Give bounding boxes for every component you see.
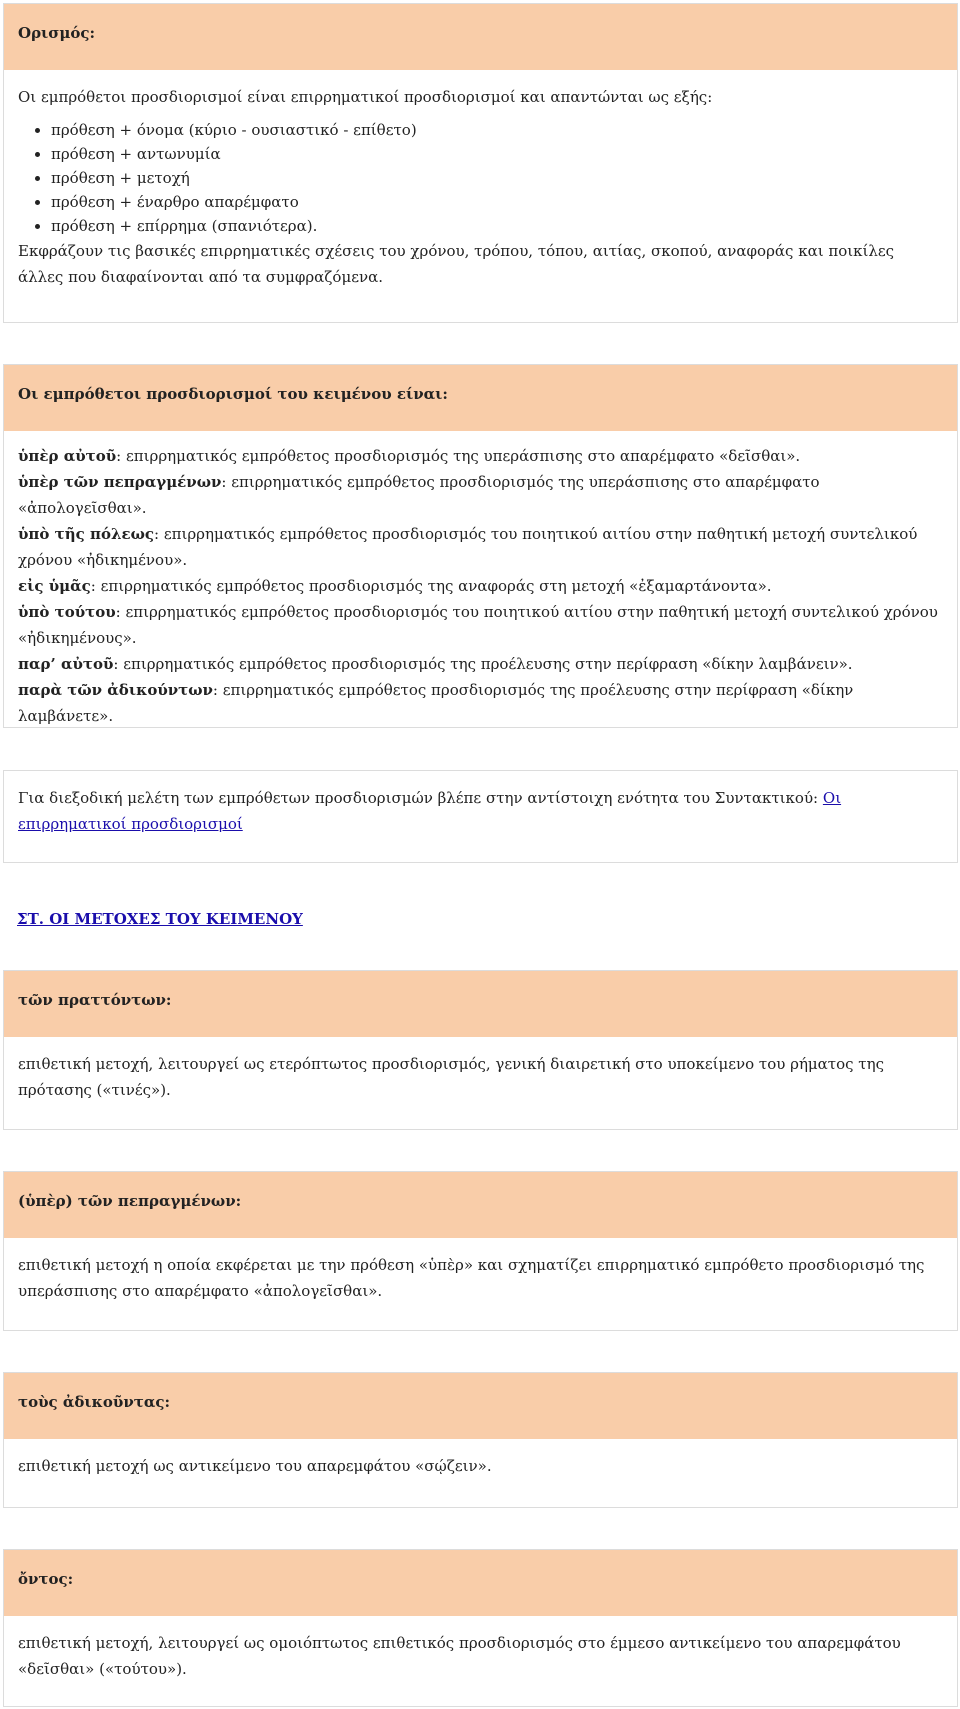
- participle-body: [4, 1616, 957, 1682]
- participle-title: (ὑπὲρ) τῶν πεπραγμένων:: [4, 1172, 957, 1238]
- text-phrases-title: Οι εμπρόθετοι προσδιορισμοί του κειμένου είναι:: [4, 365, 957, 431]
- phrase-entry: [18, 651, 943, 677]
- phrase-desc: : επιρρηματικός εμπρόθετος προσδιορισμός της προέλευσης στην περίφραση «δίκην λαμβάνετε».: [18, 681, 854, 725]
- list-item: • πρόθεση + επίρρημα (σπανιότερα).: [51, 214, 943, 238]
- study-note-card: [3, 770, 958, 863]
- participle-card: [3, 1372, 958, 1508]
- participle-card: [3, 1171, 958, 1331]
- study-note-body: [4, 771, 957, 837]
- participle-text: επιθετική μετοχή η οποία εκφέρεται με την πρόθεση «ὑπὲρ» και σχηματίζει επιρρηματικό εμπρόθετο προσδιορισμό της υπεράσπισης στο απαρέμφατο «ἀπολογεῖσθαι».: [18, 1256, 925, 1300]
- syntax-link[interactable]: Οι επιρρηματικοί προσδιορισμοί: [18, 789, 842, 833]
- study-note-text: Για διεξοδική μελέτη των εμπρόθετων προσδιορισμών βλέπε στην αντίστοιχη ενότητα του Συντακτικού:: [18, 789, 823, 807]
- phrase-term: ὑπὲρ αὐτοῦ: [18, 447, 117, 465]
- section-heading-link[interactable]: ΣΤ. ΟΙ ΜΕΤΟΧΕΣ ΤΟΥ ΚΕΙΜΕΝΟΥ: [17, 910, 303, 928]
- text-phrases-body: [4, 431, 957, 729]
- phrase-desc: : επιρρηματικός εμπρόθετος προσδιορισμός του ποιητικού αιτίου στην παθητική μετοχή συντελικού χρόνου «ἠδικημένου».: [18, 525, 918, 569]
- participle-body: [4, 1037, 957, 1103]
- participle-title: ὄντος:: [4, 1550, 957, 1616]
- participle-text: επιθετική μετοχή, λειτουργεί ως ομοιόπτωτος επιθετικός προσδιορισμός στο έμμεσο αντικείμενο του απαρεμφάτου «δεῖσθαι» («τούτου»).: [18, 1634, 901, 1678]
- phrase-term: ὑπὸ τῆς πόλεως: [18, 525, 155, 543]
- participle-body: [4, 1439, 957, 1479]
- study-note: [18, 785, 943, 837]
- phrase-entry: [18, 443, 943, 469]
- phrase-desc: : επιρρηματικός εμπρόθετος προσδιορισμός της υπεράσπισης στο απαρέμφατο «δεῖσθαι».: [116, 447, 801, 465]
- participle-title: τοὺς ἀδικοῦντας:: [4, 1373, 957, 1439]
- participle-text: επιθετική μετοχή, λειτουργεί ως ετερόπτωτος προσδιορισμός, γενική διαιρετική στο υποκείμενο του ρήματος της πρότασης («τινές»).: [18, 1055, 884, 1099]
- participle-title: τῶν πραττόντων:: [4, 971, 957, 1037]
- text-phrases-card: [3, 364, 958, 728]
- participle-card: [3, 1549, 958, 1707]
- list-item: • πρόθεση + αντωνυμία: [51, 142, 943, 166]
- phrase-entry: [18, 573, 943, 599]
- definition-title: Ορισμός:: [4, 4, 957, 70]
- phrase-term: παρ’ αὐτοῦ: [18, 655, 114, 673]
- list-item: • πρόθεση + μετοχή: [51, 166, 943, 190]
- list-item: • πρόθεση + έναρθρο απαρέμφατο: [51, 190, 943, 214]
- participle-body: [4, 1238, 957, 1304]
- phrase-term: ὑπὸ τούτου: [18, 603, 116, 621]
- definition-outro: Εκφράζουν τις βασικές επιρρηματικές σχέσεις του χρόνου, τρόπου, τόπου, αιτίας, σκοπού, αναφοράς και ποικίλες άλλες που διαφαίνονται από τα συμφραζόμενα.: [18, 242, 895, 286]
- definition-intro: Οι εμπρόθετοι προσδιορισμοί είναι επιρρηματικοί προσδιορισμοί και απαντώνται ως εξής:: [18, 88, 713, 106]
- definition-list: [18, 118, 943, 238]
- phrase-entry: [18, 521, 943, 573]
- definition-body: [4, 70, 957, 290]
- phrase-term: ὑπὲρ τῶν πεπραγμένων: [18, 473, 222, 491]
- phrase-term: εἰς ὑμᾶς: [18, 577, 91, 595]
- phrase-entry: [18, 469, 943, 521]
- phrase-entry: [18, 599, 943, 651]
- definition-card: [3, 3, 958, 323]
- participle-text: επιθετική μετοχή ως αντικείμενο του απαρεμφάτου «σῴζειν».: [18, 1457, 492, 1475]
- phrase-desc: : επιρρηματικός εμπρόθετος προσδιορισμός του ποιητικού αιτίου στην παθητική μετοχή συντελικού χρόνου «ἠδικημένους».: [18, 603, 938, 647]
- list-item: • πρόθεση + όνομα (κύριο - ουσιαστικό - επίθετο): [51, 118, 943, 142]
- phrase-term: παρὰ τῶν ἀδικούντων: [18, 681, 213, 699]
- phrase-desc: : επιρρηματικός εμπρόθετος προσδιορισμός της αναφοράς στη μετοχή «ἐξαμαρτάνοντα».: [90, 577, 772, 595]
- phrase-desc: : επιρρηματικός εμπρόθετος προσδιορισμός της υπεράσπισης στο απαρέμφατο «ἀπολογεῖσθαι».: [18, 473, 820, 517]
- phrase-desc: : επιρρηματικός εμπρόθετος προσδιορισμός της προέλευσης στην περίφραση «δίκην λαμβάνειν».: [113, 655, 853, 673]
- phrase-entry: [18, 677, 943, 729]
- participle-card: [3, 970, 958, 1130]
